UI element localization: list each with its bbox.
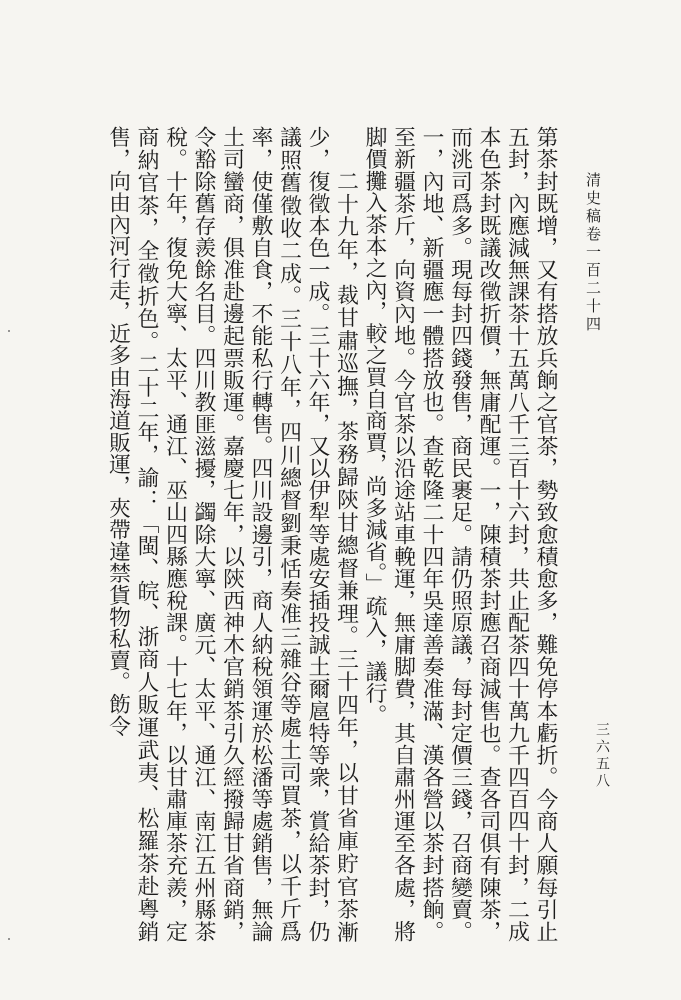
margin-speck (8, 330, 10, 332)
paragraph: 第茶封既增，又有搭放兵餉之官茶，勢致愈積愈多，難免停本虧折。今商人願每引止五封，內應減無課茶十五萬八千三百十六封，共止配茶四十萬九千四百四十封，二成本色茶封既議改徵折價，無庸配運。一，陳積茶封應召商減售也。查各司俱有陳茶，而洮司爲多。現每封四錢發售，商民裹足。請仍照原議，每封定價三錢，召商變賣。一，內地、新疆應一體搭放也。查乾隆二十四年吳達善奏准滿、漢各營以茶封搭餉。至新疆茶斤，向資內地。今官茶以沿途站車輓運，無庸脚費，其自肅州運至各處，將脚價攤入茶本之內，較之買自商賈，尚多減省。」疏入，議行。 (362, 126, 558, 942)
margin-speck (8, 938, 10, 940)
paragraph: 二十九年，裁甘肅巡撫，茶務歸陝甘總督兼理。三十四年，以甘省庫貯官茶漸少，復徵本色一成。三十六年，又以伊犁等處安插投誠土爾扈特等衆，賞給茶封，仍議照舊徵收二成。三十八年，四川總督劉秉恬奏准三雜谷等處土司買茶，以千斤爲率，使僅敷自食，不能私行轉售。四川設邊引，商人納稅領運於松潘等處銷售，無論土司蠻商，俱准赴邊起票販運。嘉慶七年，以陝西神木官銷茶引久經撥歸甘省商銷，令豁除舊存羨餘名目。四川教匪滋擾，蠲除大寧、廣元、太平、通江、南江五州縣茶稅。十年，復免大寧、太平、通江、巫山四縣應稅課。十七年，以甘肅庫茶充羨，定商納官茶，全徵折色。二十二年，諭：「閩、皖、浙商人販運武夷、松羅茶赴粵銷售，向由內河行走，近多由海道販運，夾帶違禁貨物私賣。飭令 (105, 126, 359, 942)
running-header-title: 清史稿卷一百二十四 (584, 172, 602, 334)
page-number: 三六五八 (594, 722, 610, 790)
main-text-block (105, 126, 559, 942)
